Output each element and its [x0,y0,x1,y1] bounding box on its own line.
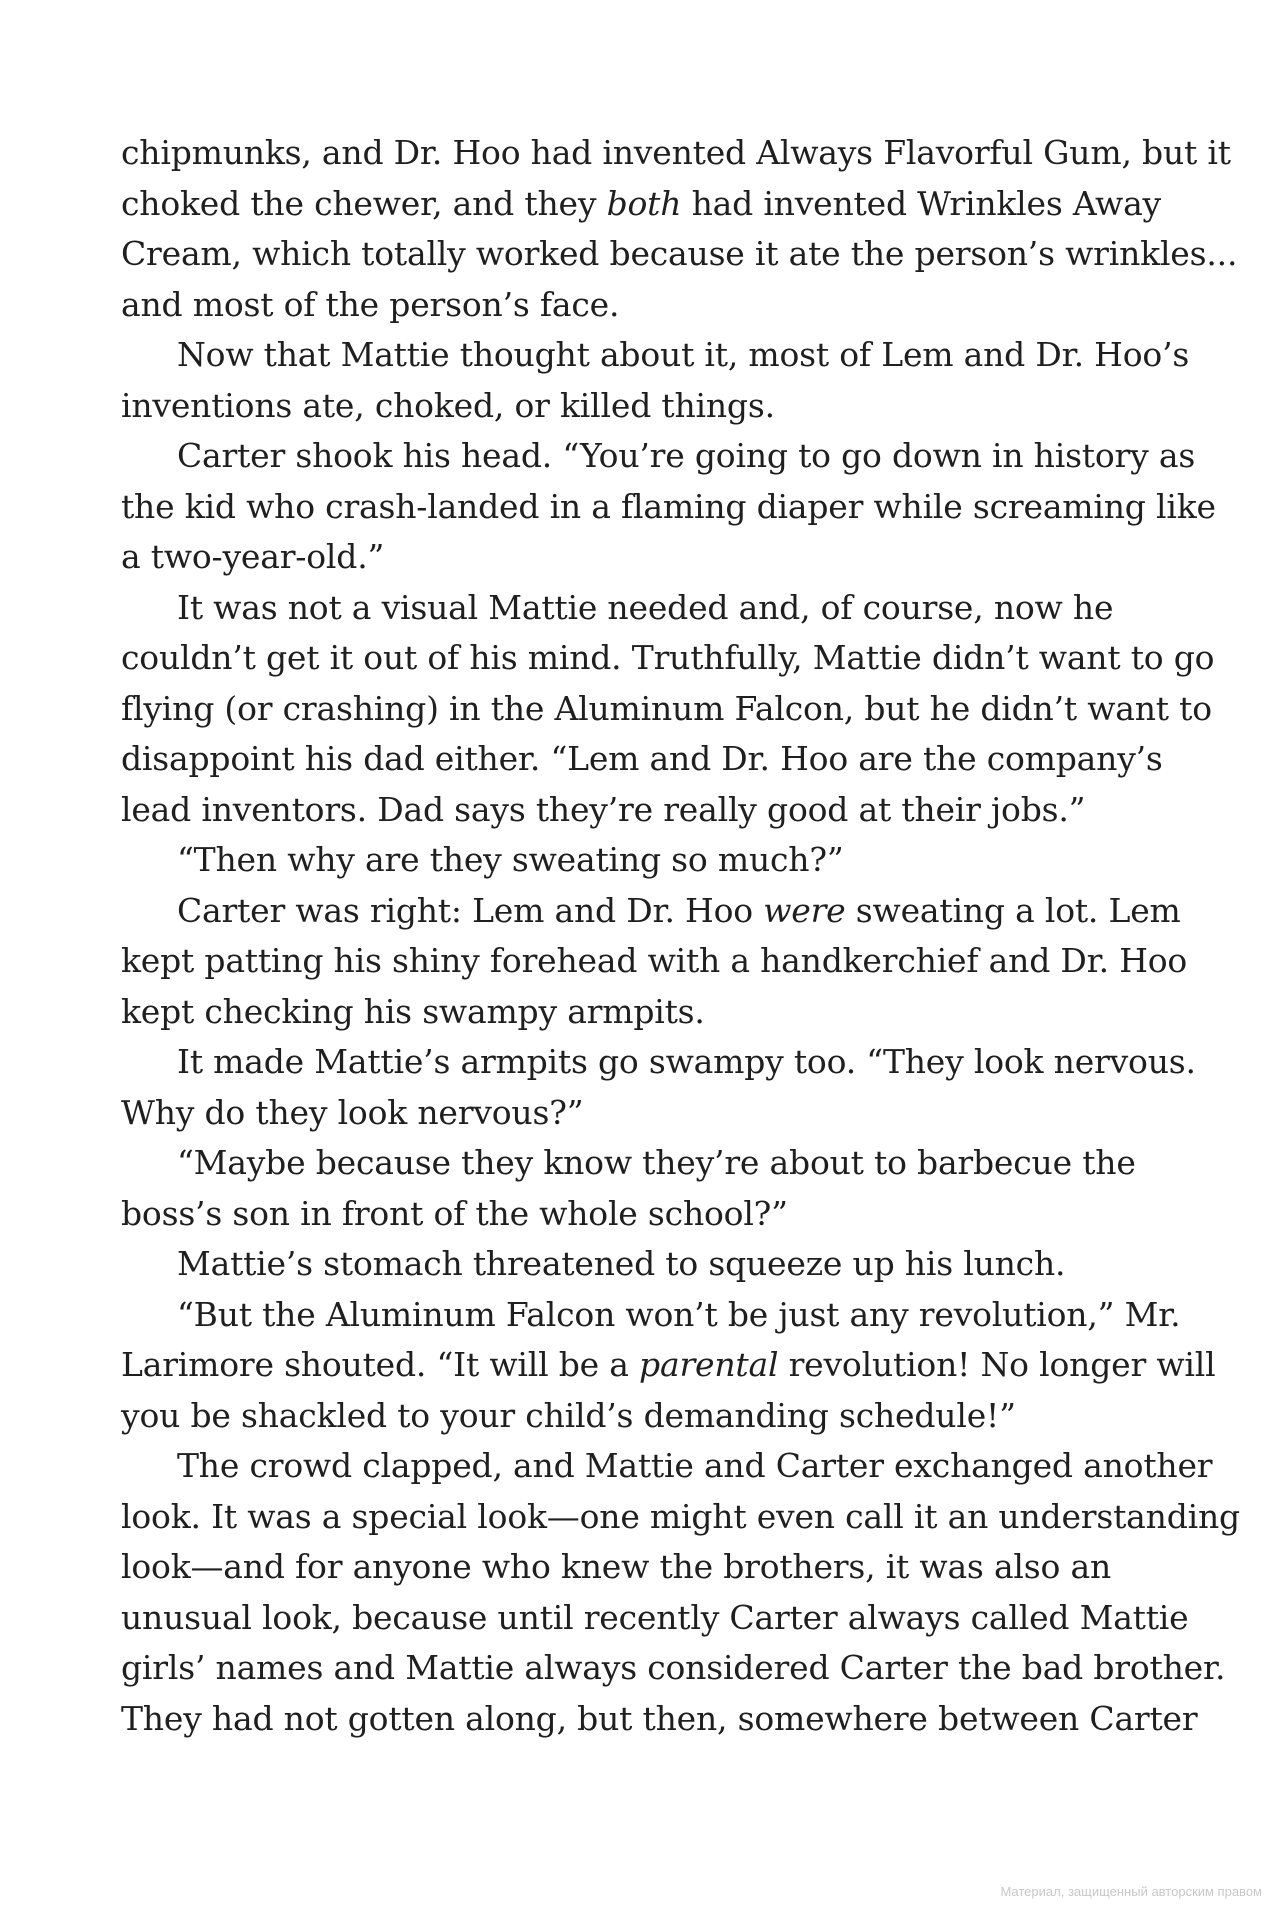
text-line [121,128,1231,179]
text-line [121,684,1212,735]
paragraph [121,1037,1196,1138]
text-line [121,1138,1161,1189]
text-span: It made Mattie’s armpits go swampy too. “They look nervous. [177,1042,1196,1081]
text-line [121,785,1161,836]
text-line [121,633,1215,684]
paragraph [121,128,1238,330]
text-span: couldn’t get it out of his mind. Truthfully, Mattie didn’t want to go [121,638,1215,677]
text-line [121,1391,1161,1442]
text-span: a two-year-old.” [121,537,385,576]
body-text [121,128,1240,1744]
text-line [121,987,1161,1038]
text-span: Mattie’s stomach threatened to squeeze up his lunch. [177,1244,1066,1283]
text-line [121,1088,1161,1139]
text-line [121,1189,1161,1240]
paragraph [121,886,1188,1038]
paragraph [121,1138,1161,1239]
text-span: Why do they look nervous?” [121,1092,584,1132]
italic-text: were [763,890,846,930]
text-line [121,1492,1240,1543]
paragraph [121,1441,1240,1744]
text-span: boss’s son in front of the whole school?” [121,1193,788,1233]
text-line [121,583,1161,634]
text-span: you be shackled to your child’s demanding schedule!” [121,1395,1016,1435]
text-line [121,1441,1213,1492]
text-line [121,280,1161,331]
text-line [121,1037,1196,1088]
text-span: Cream, which totally worked because it ate the person’s wrinkles... [121,234,1238,273]
text-span: lead inventors. Dad says they’re really good at their jobs.” [121,789,1086,829]
copyright-watermark: Материал, защищенный авторским правом [1000,1884,1262,1899]
text-span: chipmunks, and Dr. Hoo had invented Always Flavorful Gum, but it [121,133,1231,172]
italic-text: parental [639,1345,779,1384]
text-span: disappoint his dad either. “Lem and Dr. Hoo are the company’s [121,739,1163,778]
text-line [121,1239,1161,1290]
text-span: flying (or crashing) in the Aluminum Falcon, but he didn’t want to [121,688,1212,728]
paragraph [121,1290,1216,1442]
text-span: kept checking his swampy armpits. [121,991,705,1031]
text-span: look. It was a special look—one might even call it an understanding [121,1496,1240,1536]
text-line [121,835,1161,886]
text-span: They had not gotten along, but then, somewhere between Carter [121,1698,1198,1738]
text-line [121,482,1216,533]
text-span: “Maybe because they know they’re about to barbecue the [177,1143,1136,1182]
text-line [121,1593,1189,1644]
text-line [121,1694,1198,1745]
text-line [121,1542,1161,1593]
text-line [121,1290,1181,1341]
text-line [121,381,1161,432]
text-line [121,936,1188,987]
text-line [121,179,1161,230]
text-span: the kid who crash-landed in a flaming diaper while screaming like [121,486,1216,526]
text-span: Now that Mattie thought about it, most of Lem and Dr. Hoo’s [177,335,1190,374]
text-span: had invented Wrinkles Away [681,183,1162,223]
text-span: kept patting his shiny forehead with a handkerchief and Dr. Hoo [121,941,1188,980]
text-line [121,1643,1226,1694]
text-span: and most of the person’s face. [121,284,620,324]
text-span: inventions ate, choked, or killed things. [121,385,775,425]
text-span: girls’ names and Mattie always considered Carter the bad brother. [121,1648,1226,1687]
paragraph [121,431,1216,583]
text-line [121,1340,1216,1391]
text-span: “Then why are they sweating so much?” [177,840,844,879]
paragraph [121,583,1215,836]
text-line [121,229,1238,280]
text-line [121,734,1161,785]
text-span: Carter was right: Lem and Dr. Hoo [177,890,764,930]
text-line [121,431,1196,482]
paragraph [121,330,1190,431]
text-span: revolution! No longer will [778,1345,1216,1384]
text-span: choked the chewer, and they [121,183,607,223]
text-span: sweating a lot. Lem [845,890,1181,930]
text-span: look—and for anyone who knew the brothers, it was also an [121,1547,1111,1586]
text-line [121,532,1161,583]
paragraph [121,1239,1161,1290]
text-span: “But the Aluminum Falcon won’t be just any revolution,” Mr. [177,1294,1181,1334]
text-span: Carter shook his head. “You’re going to go down in history as [177,436,1196,475]
text-line [121,330,1190,381]
text-span: unusual look, because until recently Carter always called Mattie [121,1597,1189,1637]
text-span: The crowd clapped, and Mattie and Carter exchanged another [177,1446,1213,1485]
paragraph [121,835,1161,886]
text-line [121,886,1181,937]
text-span: It was not a visual Mattie needed and, of course, now he [177,587,1114,627]
italic-text: both [606,183,682,223]
text-span: Larimore shouted. “It will be a [121,1345,640,1384]
